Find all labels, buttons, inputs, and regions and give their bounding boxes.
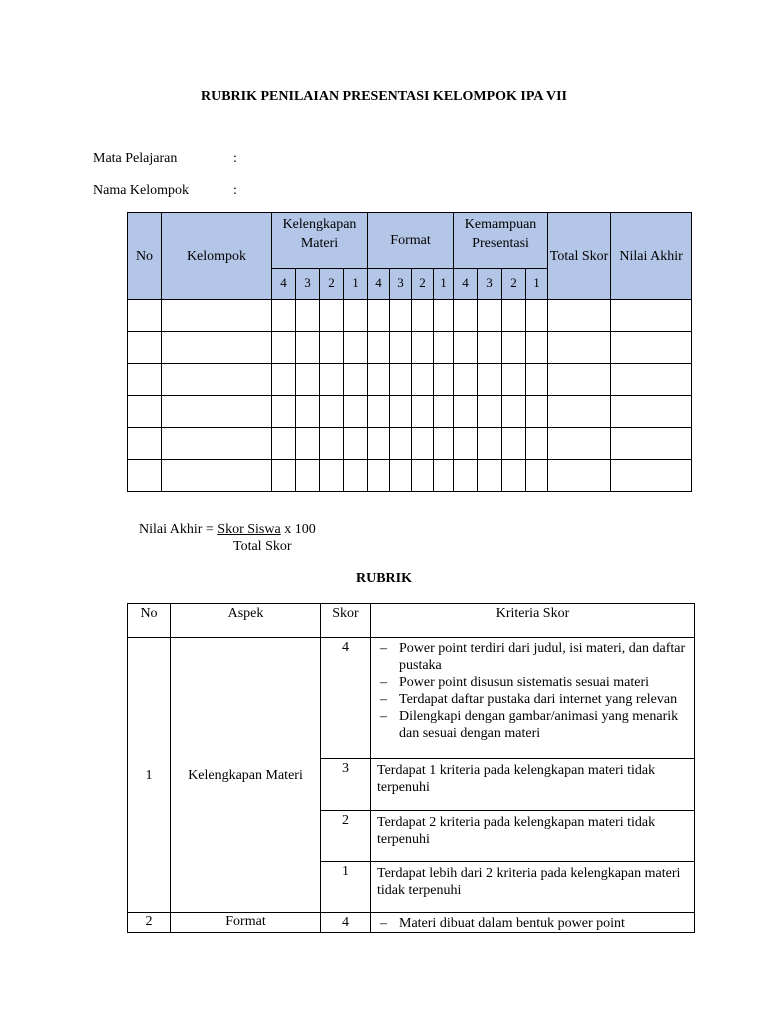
score-cell[interactable] (390, 396, 412, 428)
rubrik-title: RUBRIK (355, 571, 412, 586)
sub-score-header: 2 (412, 269, 434, 300)
sub-score-header: 2 (320, 269, 344, 300)
list-item: – Dilengkapi dengan gambar/animasi yang menarik dan sesuai dengan materi (377, 708, 690, 742)
header-kemampuan-presentasi: Kemampuan Presentasi (454, 213, 548, 269)
formula-multiplier: x 100 (280, 522, 316, 537)
score-cell[interactable] (526, 428, 548, 460)
table-row (128, 300, 692, 332)
score-cell[interactable] (368, 396, 390, 428)
score-cell[interactable] (296, 364, 320, 396)
score-cell[interactable] (344, 300, 368, 332)
rubric-kriteria: Terdapat 2 kriteria pada kelengkapan materi tidak terpenuhi (371, 811, 695, 862)
score-cell[interactable] (548, 332, 611, 364)
score-cell[interactable] (128, 396, 162, 428)
score-cell[interactable] (344, 332, 368, 364)
rubric-no: 1 (128, 638, 171, 913)
score-cell[interactable] (434, 396, 454, 428)
mata-pelajaran-row (93, 151, 237, 167)
nilai-akhir-formula (139, 521, 316, 555)
score-cell[interactable] (390, 300, 412, 332)
score-cell[interactable] (434, 300, 454, 332)
table-row (128, 638, 695, 759)
sub-score-header: 1 (434, 269, 454, 300)
score-cell[interactable] (412, 332, 434, 364)
score-cell[interactable] (128, 300, 162, 332)
score-cell[interactable] (611, 396, 692, 428)
score-cell[interactable] (272, 460, 296, 492)
score-cell[interactable] (454, 364, 478, 396)
score-cell[interactable] (478, 300, 502, 332)
score-cell[interactable] (296, 300, 320, 332)
score-cell[interactable] (162, 300, 272, 332)
score-cell[interactable] (526, 396, 548, 428)
score-cell[interactable] (611, 300, 692, 332)
score-cell[interactable] (162, 460, 272, 492)
rubric-table (127, 603, 695, 933)
score-cell[interactable] (412, 428, 434, 460)
score-cell[interactable] (611, 428, 692, 460)
score-cell[interactable] (478, 428, 502, 460)
score-cell[interactable] (390, 332, 412, 364)
score-cell[interactable] (390, 364, 412, 396)
score-cell[interactable] (611, 460, 692, 492)
score-cell[interactable] (272, 396, 296, 428)
score-cell[interactable] (296, 428, 320, 460)
score-cell[interactable] (272, 332, 296, 364)
rubric-kriteria (371, 638, 695, 759)
score-cell[interactable] (320, 460, 344, 492)
score-cell[interactable] (548, 364, 611, 396)
sub-score-header: 3 (478, 269, 502, 300)
score-cell[interactable] (162, 396, 272, 428)
rubric-kriteria (371, 913, 695, 933)
rubric-header-no: No (128, 604, 171, 638)
score-cell[interactable] (128, 460, 162, 492)
list-item: – Power point terdiri dari judul, isi materi, dan daftar pustaka (377, 640, 690, 674)
score-cell[interactable] (162, 428, 272, 460)
score-cell[interactable] (454, 396, 478, 428)
score-cell[interactable] (390, 428, 412, 460)
score-cell[interactable] (502, 332, 526, 364)
score-cell[interactable] (320, 428, 344, 460)
score-cell[interactable] (128, 364, 162, 396)
rubric-skor: 3 (321, 759, 371, 811)
score-cell[interactable] (502, 460, 526, 492)
score-cell[interactable] (434, 332, 454, 364)
formula-lhs: Nilai Akhir = (139, 522, 218, 537)
rubric-skor: 2 (321, 811, 371, 862)
score-cell[interactable] (320, 396, 344, 428)
kriteria-list (377, 640, 690, 742)
score-cell[interactable] (296, 332, 320, 364)
rubric-skor: 4 (321, 638, 371, 759)
score-cell[interactable] (611, 364, 692, 396)
score-cell[interactable] (548, 428, 611, 460)
rubric-aspek: Format (171, 913, 321, 933)
score-cell[interactable] (502, 396, 526, 428)
score-cell[interactable] (434, 460, 454, 492)
score-cell[interactable] (320, 332, 344, 364)
score-cell[interactable] (478, 332, 502, 364)
score-cell[interactable] (548, 396, 611, 428)
score-cell[interactable] (128, 428, 162, 460)
header-format: Format (368, 213, 454, 269)
rubric-skor: 1 (321, 862, 371, 913)
score-cell[interactable] (454, 300, 478, 332)
table-row (128, 364, 692, 396)
rubric-header-aspek: Aspek (171, 604, 321, 638)
table-row (128, 396, 692, 428)
header-kelompok: Kelompok (162, 213, 272, 300)
rubric-kriteria: Terdapat 1 kriteria pada kelengkapan materi tidak terpenuhi (371, 759, 695, 811)
score-cell[interactable] (162, 364, 272, 396)
list-item: – Terdapat daftar pustaka dari internet yang relevan (377, 691, 690, 708)
header-kelengkapan-materi: Kelengkapan Materi (272, 213, 368, 269)
table-row (128, 428, 692, 460)
score-cell[interactable] (162, 332, 272, 364)
score-cell[interactable] (412, 364, 434, 396)
score-cell[interactable] (526, 300, 548, 332)
score-cell[interactable] (526, 364, 548, 396)
table-row (128, 913, 695, 933)
score-cell[interactable] (434, 364, 454, 396)
score-cell[interactable] (368, 460, 390, 492)
score-cell[interactable] (320, 364, 344, 396)
score-cell[interactable] (344, 396, 368, 428)
score-cell[interactable] (454, 428, 478, 460)
score-cell[interactable] (390, 460, 412, 492)
sub-score-header: 2 (502, 269, 526, 300)
score-cell[interactable] (548, 300, 611, 332)
rubric-header-kriteria: Kriteria Skor (371, 604, 695, 638)
score-cell[interactable] (454, 332, 478, 364)
sub-score-header: 4 (454, 269, 478, 300)
mata-pelajaran-separator: : (233, 151, 237, 166)
score-cell[interactable] (320, 300, 344, 332)
score-cell[interactable] (272, 300, 296, 332)
rubric-header-skor: Skor (321, 604, 371, 638)
score-cell[interactable] (434, 428, 454, 460)
score-cell[interactable] (526, 332, 548, 364)
score-cell[interactable] (344, 364, 368, 396)
list-item: – Power point disusun sistematis sesuai materi (377, 674, 690, 691)
score-cell[interactable] (502, 300, 526, 332)
nama-kelompok-row (93, 183, 237, 199)
score-cell[interactable] (272, 364, 296, 396)
sub-score-header: 3 (390, 269, 412, 300)
score-cell[interactable] (296, 460, 320, 492)
score-cell[interactable] (368, 364, 390, 396)
page-title: RUBRIK PENILAIAN PRESENTASI KELOMPOK IPA VII (200, 89, 567, 104)
score-cell[interactable] (454, 460, 478, 492)
score-cell[interactable] (344, 460, 368, 492)
nama-kelompok-separator: : (233, 183, 237, 198)
score-cell[interactable] (548, 460, 611, 492)
score-cell[interactable] (526, 460, 548, 492)
score-cell[interactable] (611, 332, 692, 364)
score-cell[interactable] (272, 428, 296, 460)
score-cell[interactable] (344, 428, 368, 460)
nama-kelompok-label: Nama Kelompok (93, 183, 190, 198)
table-row (128, 332, 692, 364)
score-cell[interactable] (368, 300, 390, 332)
sub-score-header: 4 (272, 269, 296, 300)
header-nilai-akhir: Nilai Akhir (611, 213, 692, 300)
score-cell[interactable] (368, 428, 390, 460)
list-item: – Materi dibuat dalam bentuk power point (377, 915, 690, 932)
score-cell[interactable] (502, 428, 526, 460)
formula-denominator: Total Skor (233, 539, 292, 554)
sub-score-header: 4 (368, 269, 390, 300)
score-cell[interactable] (296, 396, 320, 428)
mata-pelajaran-label: Mata Pelajaran (93, 151, 178, 166)
score-cell[interactable] (478, 364, 502, 396)
sub-score-header: 1 (344, 269, 368, 300)
kriteria-list (377, 915, 690, 932)
score-cell[interactable] (128, 332, 162, 364)
rubric-no: 2 (128, 913, 171, 933)
score-table (127, 212, 692, 492)
score-cell[interactable] (478, 396, 502, 428)
header-no: No (128, 213, 162, 300)
score-cell[interactable] (412, 300, 434, 332)
sub-score-header: 1 (526, 269, 548, 300)
score-cell[interactable] (502, 364, 526, 396)
formula-numerator: Skor Siswa (217, 522, 281, 537)
rubric-kriteria: Terdapat lebih dari 2 kriteria pada kelengkapan materi tidak terpenuhi (371, 862, 695, 913)
score-cell[interactable] (412, 396, 434, 428)
rubric-aspek: Kelengkapan Materi (171, 638, 321, 913)
table-row (128, 460, 692, 492)
score-cell[interactable] (412, 460, 434, 492)
header-total-skor: Total Skor (548, 213, 611, 300)
rubric-skor: 4 (321, 913, 371, 933)
score-cell[interactable] (368, 332, 390, 364)
sub-score-header: 3 (296, 269, 320, 300)
score-cell[interactable] (478, 460, 502, 492)
